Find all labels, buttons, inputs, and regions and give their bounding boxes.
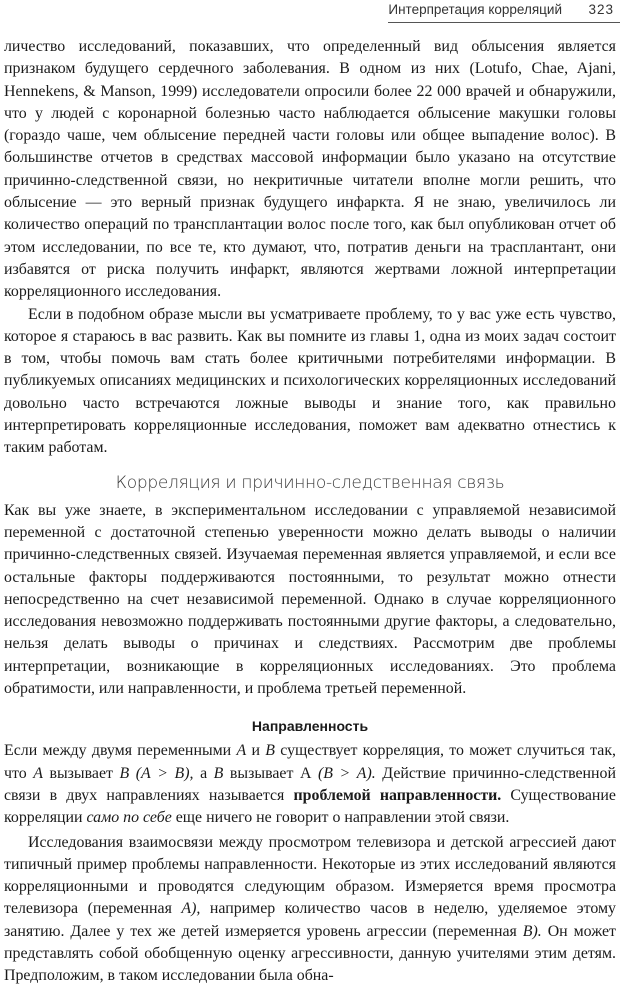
running-header — [0, 0, 620, 22]
variable-a: А — [236, 742, 247, 760]
paragraph-direction: Если между двумя переменными А и В существует корреляция, то может случиться так, что А вызывает В (А > В), а В вызывает А (В > А). Действие причинно-следственной связи в двух направлениях называется проблемой направленности. Существование корреляции само по себе еще ничего не говорит о направлении этой связи. — [4, 742, 617, 827]
paragraph-tv-aggression: Исследования взаимосвязи между просмотром телевизора и детской агрессией дают типичный пример проблемы направленности. Некоторые из этих исследований являются корреляционными и проводятся следующим образом. Измеряется время просмотра телевизора (переменная А), например количество часов в неделю, уделяемое этому занятию. Далее у тех же детей измеряется уровень агрессии (переменная В). Он может представлять собой обобщенную оценку агрессивности, данную учителями этим детям. Предположим, в таком исследовании была обна- — [4, 833, 617, 985]
paragraph-critical-thinking: Если в подобном образе мысли вы усматриваете проблему, то у вас уже есть чувство, которое я стараюсь в вас развить. Как вы помните из главы 1, одна из моих задач состоит в том, чтобы помочь вам стать более критичными потребителями информации. В публикуемых описаниях медицинских и психологических корреляционных исследований довольно часто встречаются ложные выводы и знание того, как правильно интерпретировать корреляционные исследования, поможет вам адекватно отнестись к таким работам. — [4, 305, 616, 457]
a-causes-b: В (А > В), — [119, 764, 194, 782]
key-term: проблемой направленности. — [293, 786, 502, 804]
paragraph-causality: Как вы уже знаете, в экспериментальном исследовании с управляемой независимой переменной с достаточной степенью уверенности можно делать выводы о наличии причинно-следственных связей. Изучаемая переменная является управляемой, и если все остальные факторы поддерживаются постоянными, то результат можно отнести непосредственно на счет независимой переменной. Однако в случае корреляционного исследования невозможно поддерживать постоянными другие факторы, а следовательно, нельзя делать выводы о причинах и следствиях. Рассмотрим две проблемы интерпретации, возникающие в корреляционных исследованиях. Это проблема обратимости, или направленности, и проблема третьей переменной. — [4, 501, 616, 698]
paragraph-baldness: личество исследований, показавших, что определенный вид облысения является признаком будущего сердечного заболевания. В одном из них (Lotufo, Chae, Ajani, Hennekens, & Manson, 1999) исследователи опросили более 22 000 врачей и обнаружили, что у людей с коронарной болезнью часто наблюдается облысение макушки головы (гораздо чаше, чем облысение передней части головы или общее выпадение волос). В большинстве отчетов в средствах массовой информации было указано на отсутствие причинно-следственной связи, но некритичные читатели вполне могли решить, что облысение — это верный признак будущего инфаркта. Я не знаю, увеличилось ли количество операций по трансплантации волос после того, как был опубликован отчет об этом исследовании, по все те, кто думают, что, потратив деньги на трасплантант, они избавятся от риска получить инфаркт, являются жертвами ложной интерпретации корреляционного исследования. — [4, 38, 616, 301]
variable-b: В — [265, 742, 275, 760]
subsection-heading: Направленность — [251, 718, 369, 735]
emphasis-in-itself: само по себе — [86, 809, 172, 827]
header-rule — [388, 22, 620, 23]
section-heading: Корреляция и причинно-следственная связь — [115, 472, 505, 493]
running-title: Интерпретация корреляций — [388, 2, 562, 17]
page-body — [4, 36, 616, 988]
variable-b-aggression: В). — [522, 922, 542, 940]
variable-a-tv: А), — [181, 900, 201, 918]
b-causes-a: (В > А). — [317, 764, 376, 782]
page-number: 323 — [588, 2, 614, 17]
